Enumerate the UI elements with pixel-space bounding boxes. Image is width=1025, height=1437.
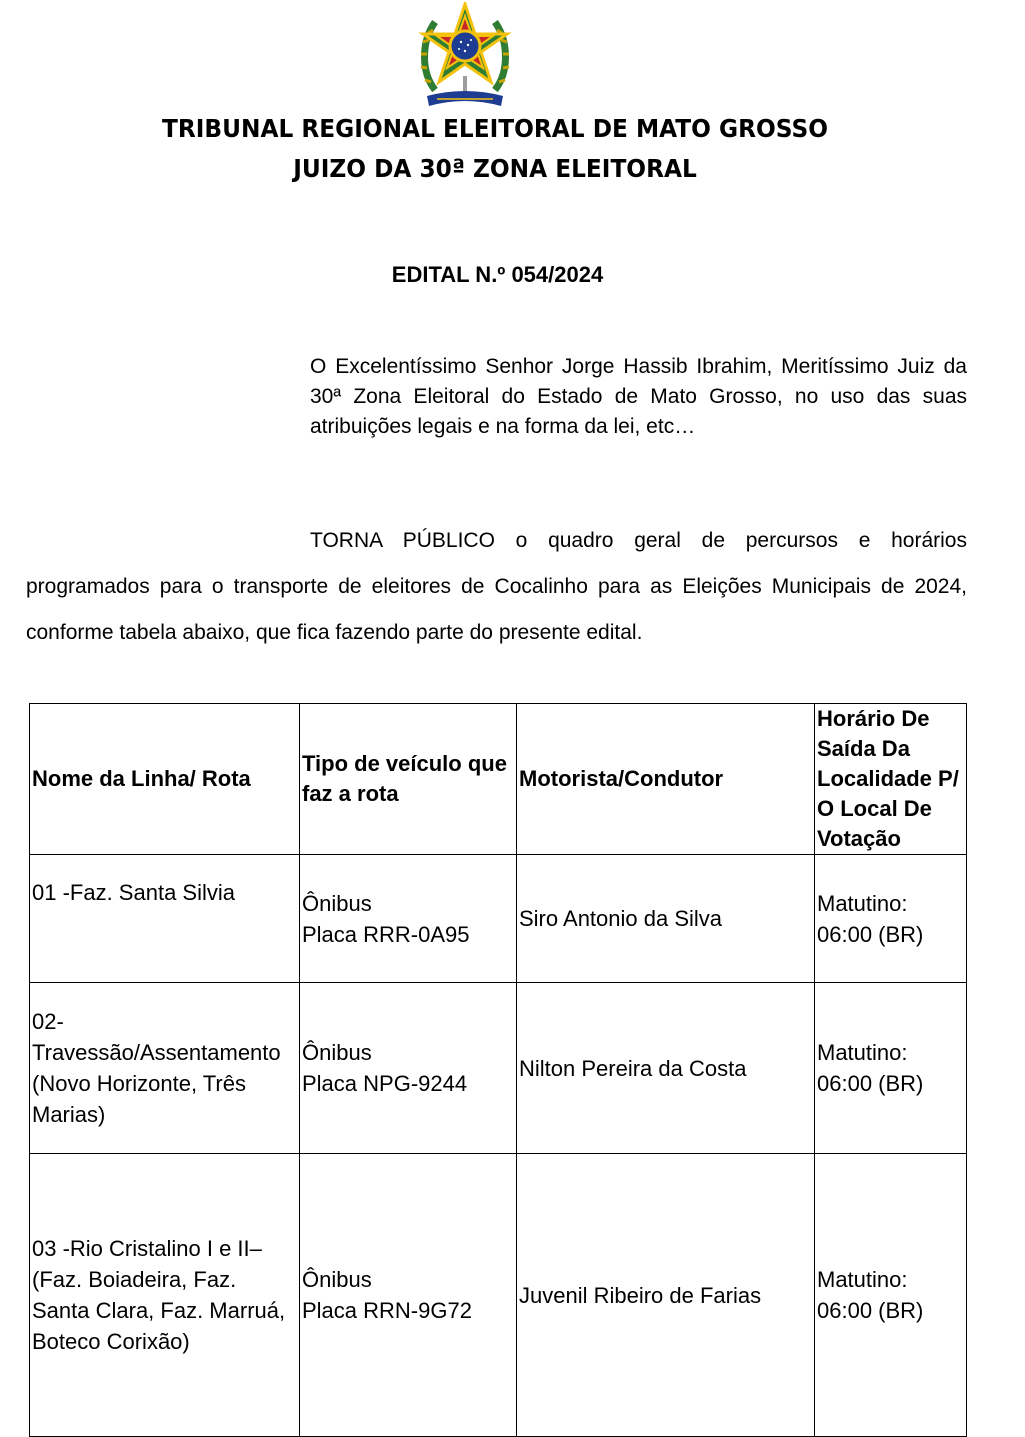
publico-paragraph: TORNA PÚBLICO o quadro geral de percursos e horários programados para o transporte de eleitores de Cocalinho para as Eleições Municipais de 2024, conforme tabela abaixo, que fica fazendo parte do presente edital. bbox=[26, 529, 967, 644]
route-cell: 01 -Faz. Santa Silvia bbox=[30, 855, 300, 983]
intro-paragraph: O Excelentíssimo Senhor Jorge Hassib Ibrahim, Meritíssimo Juiz da 30ª Zona Eleitoral do Estado de Mato Grosso, no uso das suas atribuições legais e na forma da lei, etc… bbox=[310, 355, 967, 438]
brazil-coat-of-arms-icon bbox=[417, 2, 513, 110]
driver-cell: Nilton Pereira da Costa bbox=[517, 983, 815, 1154]
route-cell: 03 -Rio Cristalino I e II– (Faz. Boiadeira, Faz. Santa Clara, Faz. Marruá, Boteco Corixão) bbox=[30, 1154, 300, 1437]
table-row bbox=[30, 983, 967, 1154]
time-cell: Matutino: 06:00 (BR) bbox=[815, 983, 967, 1154]
driver-cell: Siro Antonio da Silva bbox=[517, 855, 815, 983]
header-route: Nome da Linha/ Rota bbox=[30, 704, 300, 855]
edital-title: EDITAL N.º 054/2024 bbox=[391, 262, 604, 287]
route-cell: 02-Travessão/Assentamento (Novo Horizonte, Três Marias) bbox=[30, 983, 300, 1154]
table-row bbox=[30, 1154, 967, 1437]
transport-schedule-table bbox=[29, 703, 967, 1437]
court-name-heading: TRIBUNAL REGIONAL ELEITORAL DE MATO GROSSO bbox=[162, 114, 828, 143]
header-departure-time: Horário De Saída Da Localidade P/ O Local De Votação bbox=[815, 704, 967, 855]
table-header-row bbox=[30, 704, 967, 855]
header-vehicle: Tipo de veículo que faz a rota bbox=[300, 704, 517, 855]
electoral-zone-heading: JUIZO DA 30ª ZONA ELEITORAL bbox=[293, 154, 697, 183]
vehicle-cell: Ônibus Placa RRN-9G72 bbox=[300, 1154, 517, 1437]
time-cell: Matutino: 06:00 (BR) bbox=[815, 855, 967, 983]
header-driver: Motorista/Condutor bbox=[517, 704, 815, 855]
table-row bbox=[30, 855, 967, 983]
time-cell: Matutino: 06:00 (BR) bbox=[815, 1154, 967, 1437]
vehicle-cell: Ônibus Placa NPG-9244 bbox=[300, 983, 517, 1154]
driver-cell: Juvenil Ribeiro de Farias bbox=[517, 1154, 815, 1437]
vehicle-cell: Ônibus Placa RRR-0A95 bbox=[300, 855, 517, 983]
